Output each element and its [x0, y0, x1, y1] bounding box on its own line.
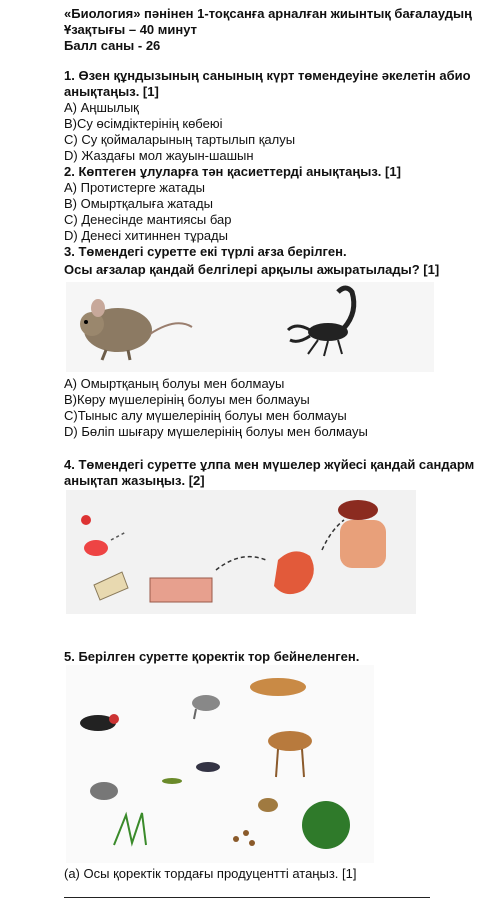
q3-image [66, 282, 434, 372]
q3-option-c: C)Тыныс алу мүшелерінің болуы мен болмауы [64, 408, 347, 423]
q1-option-d: D) Жаздағы мол жауын-шашын [64, 148, 254, 163]
header-duration: Ұзақтығы – 40 минут [64, 22, 197, 37]
liver-illustration [338, 500, 378, 520]
q2-option-d: D) Денесі хитиннен тұрады [64, 228, 228, 243]
q3-option-b: B)Көру мүшелерінің болуы мен болмауы [64, 392, 310, 407]
tissue-illustration [94, 572, 128, 600]
q4-question: 4. Төмендегі суретте ұлпа мен мүшелер жүйесі қандай сандарм [64, 457, 475, 472]
q2-option-b: B) Омыртқалыға жатады [64, 196, 213, 211]
stomach-illustration [274, 551, 314, 594]
cougar-illustration [250, 678, 306, 696]
grass-illustration [114, 813, 146, 845]
q5-image [66, 665, 374, 863]
mouse-illustration [80, 299, 192, 360]
seeds-illustration [233, 830, 255, 846]
answer-line [64, 897, 430, 898]
q3-option-a: A) Омыртқаның болуы мен болмауы [64, 376, 285, 391]
cell-illustration [81, 515, 91, 525]
q2-option-c: C) Денесінде мантиясы бар [64, 212, 232, 227]
q4-image [66, 490, 416, 614]
q1-option-a: A) Аңшылық [64, 100, 139, 115]
q2-question: 2. Көптеген ұлуларға тән қасиеттерді анықтаңыз. [1] [64, 164, 401, 179]
grasshopper-illustration [162, 778, 182, 784]
shrub-illustration [302, 801, 350, 849]
q5-question: 5. Берілген суретте қоректік тор бейнеленген. [64, 649, 360, 664]
q5-sub-a: (a) Осы қоректік тордағы продуцентті атаңыз. [1] [64, 866, 357, 881]
ground-squirrel-illustration [258, 798, 278, 812]
header-title: «Биология» пәнінен 1-тоқсанға арналған жиынтық бағалаудың [64, 6, 472, 21]
scorpion-illustration [288, 288, 354, 356]
q4-question-cont: анықтап жазыңыз. [2] [64, 473, 205, 488]
q3-question-cont: Осы ағзалар қандай белгілері арқылы ажыратылады? [1] [64, 262, 440, 277]
q2-option-a: A) Протистерге жатады [64, 180, 206, 195]
squirrel-illustration [90, 782, 118, 800]
header-score: Балл саны - 26 [64, 38, 161, 53]
q3-option-d: D) Бөліп шығару мүшелерінің болуы мен болмауы [64, 424, 368, 439]
q1-question-cont: анықтаңыз. [1] [64, 84, 159, 99]
coyote-illustration [192, 695, 220, 719]
deer-illustration [268, 731, 312, 777]
q3-question: 3. Төмендегі суретте екі түрлі ағза берілген. [64, 244, 347, 259]
muscle-tissue-illustration [150, 578, 212, 602]
q1-option-b: B)Су өсімдіктерінің көбеюі [64, 116, 223, 131]
vulture-illustration [80, 714, 119, 731]
q1-question: 1. Өзен құндызының санының күрт төмендеуіне әкелетін абио [64, 68, 471, 83]
bird-illustration [196, 762, 220, 772]
cell-group-illustration [84, 540, 108, 556]
intestine-illustration [340, 520, 386, 568]
q1-option-c: C) Су қоймаларының тартылып қалуы [64, 132, 296, 147]
